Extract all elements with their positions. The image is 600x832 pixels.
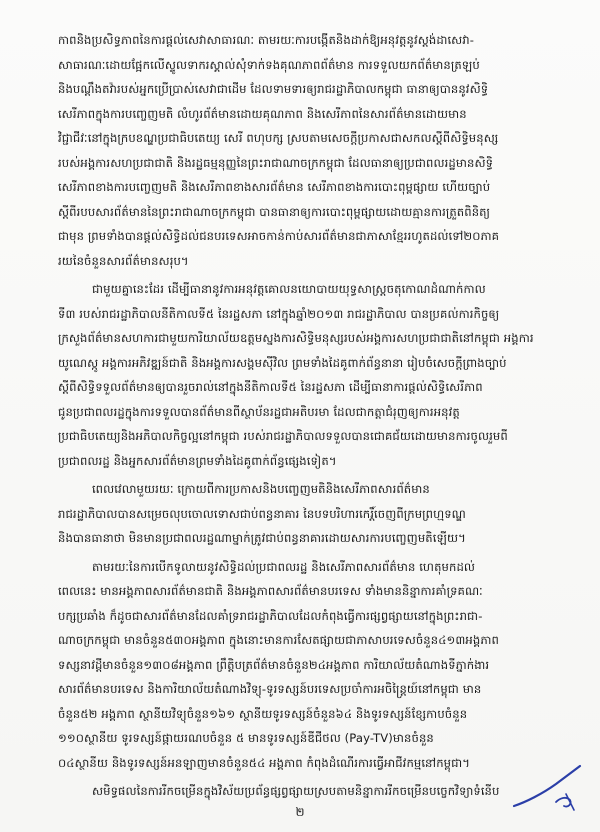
text-line: រាជរដ្ឋាភិបាលបានសម្រេចលុបចោលទោសជាប់ពន្ធនាគារ នៃបទបរិហារកេរ្តិ៍ចេញពីក្រមព្រហ្មទណ្ឌ	[58, 506, 466, 521]
paragraph	[58, 28, 558, 273]
text-line: សេរីភាពក្នុងការបញ្ចេញមតិ លំហូរព័ត៌មានដោយគុណភាព និងសេរីភាពនៃសារព័ត៌មានដោយមាន	[58, 106, 467, 121]
text-line: ១១០ស្ថានីយ ទូរទស្សន៍ផ្កាយរណបចំនួន ៥ មានទូរទស្សន៍ឌីជីថល (Pay-TV)មានចំនួន	[58, 731, 434, 745]
text-line: ចំនួន៥២ អង្គភាព ស្ថានីយវិទ្យុចំនួន១៦១ ស្ថានីយទូរទស្សន៍ចំនួន៦៤ និងទូរទស្សន៍ខ្សែកាបចំនួន	[58, 706, 468, 721]
text-line: ស្តីពីរបបសារព័ត៌មាននៃព្រះរាជាណាចក្រកម្ពុជា បានធានាឲ្យការបោះពុម្ពផ្សាយដោយគ្មានការត្រួតពិនិត្យ	[58, 204, 491, 219]
paragraph	[58, 477, 558, 551]
text-line: និងបានធានាថា មិនមានប្រជាពលរដ្ឋណាម្នាក់ត្រូវជាប់ពន្ធនាគារដោយសារការបញ្ចេញមតិឡើយ។	[58, 531, 466, 545]
text-line: និងបណ្តឹងតវ៉ារបស់អ្នកប្រើប្រាស់សេវាជាដើម ដែលទាមទារឲ្យរាជរដ្ឋាភិបាលកម្ពុជា ធានាឲ្យបាននូវសិទ្ធិ	[58, 82, 489, 96]
text-line: ណាចក្រកម្ពុជា មានចំនួន៥៣០អង្គភាព ក្នុងនោះមានការសែតផ្សាយជាភាសាបរទេសចំនួន៤១៣អង្គភាព	[58, 633, 499, 647]
text-line: ទី៣ របស់រាជរដ្ឋាភិបាលនីតិកាលទី៥ នៃរដ្ឋសភា នៅក្នុងឆ្នាំ២០១៣ រាជរដ្ឋាភិបាល បានប្រគល់ការកិច្ចឲ្យ	[58, 306, 500, 321]
text-line: វិជ្ជាជីវៈនៅក្នុងក្របខណ្ឌប្រជាធិបតេយ្យ សេរី ពហុបក្ស ស្របតាមសេចក្តីប្រកាសជាសកលស្តីពីសិទ្ធិមនុស្ស	[58, 131, 499, 145]
signature-mark	[508, 758, 588, 818]
text-line: រយនៃចំនួនសារព័ត៌មានសរុប។	[58, 253, 189, 268]
paragraph	[58, 277, 558, 473]
text-line: សមិទ្ធផលនៃការរីកចម្រើនក្នុងវិស័យប្រព័ន្ធផ្សព្វផ្សាយស្របតាមនិន្នាការរីកចម្រើនបច្ចេកវិទ្យាទំនើប	[92, 784, 500, 798]
text-line: បក្សប្រឆាំង ក៏ដូចជាសារព័ត៌មានដែលគាំទ្ររាជរដ្ឋាភិបាលដែលកំពុងធ្វើការផ្សព្វផ្សាយនៅក្នុងព្រះរាជា-	[58, 608, 483, 623]
text-line: របស់អង្គការសហប្រជាជាតិ និងរដ្ឋធម្មនុញ្ញនៃព្រះរាជាណាចក្រកម្ពុជា ដែលធានាឲ្យប្រជាពលរដ្ឋមានសិទ្ធិ	[58, 155, 494, 170]
text-line: ពេលនេះ មានអង្គភាពសារព័ត៌មានជាតិ និងអង្គភាពសារព័ត៌មានបរទេស ទាំងមាននិន្នាការគាំទ្រគណៈ	[58, 584, 483, 598]
text-line: សារព័ត៌មានបរទេស និងការិយាល័យតំណាងវិទ្យុ-ទូរទស្សន៍បរទេសប្រចាំការអចិន្ត្រៃយ៍នៅកម្ពុជា មាន	[58, 682, 482, 696]
text-line: ស្តីពីសិទ្ធិទទួលព័ត៌មានឲ្យបានរួចរាល់នៅក្នុងនីតិកាលទី៥ នៃរដ្ឋសភា ដើម្បីធានាការផ្តល់សិទ្ធិសេរីភាព	[58, 380, 483, 394]
paragraph	[58, 555, 558, 776]
text-line: ក្រសួងព័ត៌មានសហការជាមួយការិយាល័យឧត្តមស្នងការសិទ្ធិមនុស្សរបស់អង្គការសហប្រជាជាតិនៅកម្ពុជា អង្គការ	[58, 331, 534, 345]
text-line: ជាមុន ព្រមទាំងបានផ្តល់សិទ្ធិដល់ជនបរទេសអាចកាន់កាប់សារព័ត៌មានជាភាសាខ្មែររហូតដល់ទៅ២០ភាគ	[58, 229, 500, 243]
paragraph	[58, 779, 558, 804]
text-line: ០៤ស្ថានីយ និងទូរទស្សន៍អនឡាញមានចំនួន៥៤ អង្គភាព កំពុងដំណើរការធ្វើអាជីវកម្មនៅកម្ពុជា។	[58, 755, 470, 770]
text-line: ប្រជាធិបតេយ្យនិងអភិបាលកិច្ចល្អនៅកម្ពុជា របស់រាជរដ្ឋាភិបាលទទួលបានជោគជ័យដោយមានការចូលរួមពី	[58, 429, 508, 443]
text-line: សាធារណៈដោយផ្អែកលើស្ទូលទាករស្គាល់សុំទាក់ទងគុណភាពព័ត៌មាន ការទទួលយកព័ត៌មានត្រឡប់	[58, 57, 480, 72]
text-line: សេរីភាពខាងការបញ្ចេញមតិ និងសេរីភាពខាងសារព័ត៌មាន សេរីភាពខាងការបោះពុម្ពផ្សាយ ហើយច្បាប់	[58, 180, 491, 194]
text-line: យូណេស្កូ អង្គការអភិវឌ្ឍន៍ជាតិ និងអង្គការសង្គមស៊ីវិល ព្រមទាំងដៃគូពាក់ព័ន្ធនានា រៀបចំសេចក្តីព្រាងច្បាប់	[58, 355, 507, 370]
text-line: ជាមួយគ្នានេះដែរ ដើម្បីធានានូវការអនុវត្តគោលនយោបាយយុទ្ធសាស្ត្រចតុកោណដំណាក់កាល	[92, 282, 486, 296]
text-line: តាមរយៈនៃការបើកទូលាយនូវសិទ្ធិដល់ប្រជាពលរដ្ឋ និងសេរីភាពសារព័ត៌មាន ហេតុមកដល់	[92, 559, 476, 574]
document-body	[58, 28, 558, 808]
text-line: កាពនិងប្រសិទ្ធភាពនៃការផ្តល់សេវាសាធារណៈ តាមរយៈការបង្កើតនិងដាក់ឱ្យអនុវត្តនូវស្តង់ដាសេវា-	[58, 33, 475, 47]
page-number: ២	[295, 805, 305, 819]
text-line: ប្រជាពលរដ្ឋ និងអ្នកសារព័ត៌មានព្រមទាំងដៃគូពាក់ព័ន្ធផ្សេងទៀត។	[58, 453, 337, 468]
text-line: ពេលវេលាមួយរយៈ ក្រោយពីការប្រកាសនិងបញ្ចេញមតិនិងសេរីភាពសារព័ត៌មាន	[92, 482, 430, 496]
text-line: ជូនប្រជាពលរដ្ឋក្នុងការទទួលបានព័ត៌មានពីស្ថាប័នរដ្ឋជាអតិបរមា ដែលជាកត្តាជំរុញឲ្យការអនុវត្ត	[58, 404, 460, 419]
text-line: ទស្សនាវដ្តីមានចំនួន១៣០៨អង្គភាព ព្រឹត្តិបត្រព័ត៌មានចំនួន២៤អង្គភាព ការិយាល័យតំណាងទីភ្នាក់ងារ	[58, 657, 490, 672]
